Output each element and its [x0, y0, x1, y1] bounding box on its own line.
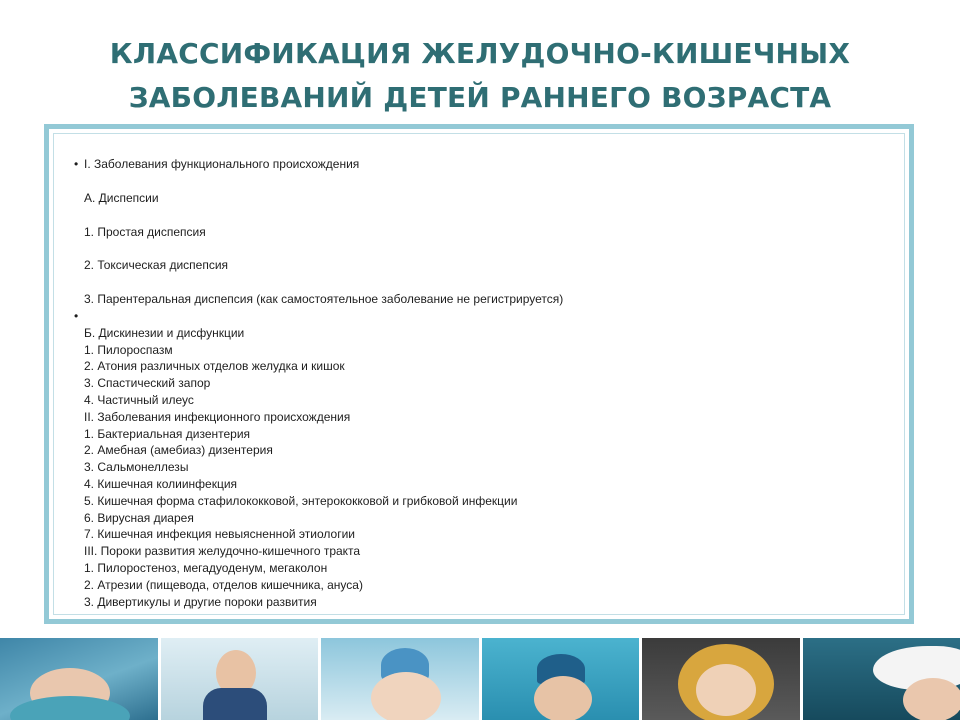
- list-item-text: Б. Дискинезии и дисфункции: [84, 325, 245, 340]
- list-item-text: 1. Простая диспепсия: [84, 224, 206, 239]
- baby-photo: [161, 638, 319, 720]
- list-item: [74, 224, 894, 241]
- baby-photo: [803, 638, 960, 720]
- list-item: [74, 358, 894, 375]
- list-item: [74, 577, 894, 594]
- list-item-text: А. Диспепсии: [84, 190, 159, 205]
- list-item: [74, 291, 894, 308]
- list-item: [74, 594, 894, 611]
- list-item-text: II. Заболевания инфекционного происхождения: [84, 409, 351, 424]
- photo-shape: [203, 688, 267, 720]
- list-item: [74, 325, 894, 342]
- photo-shape: [696, 664, 756, 716]
- list-item-text: 2. Атония различных отделов желудка и кишок: [84, 359, 345, 374]
- photo-shape: [903, 678, 960, 720]
- list-item-text: 4. Частичный илеус: [84, 392, 194, 407]
- list-item: [74, 510, 894, 527]
- title-line-2: ЗАБОЛЕВАНИЙ ДЕТЕЙ РАННЕГО ВОЗРАСТА: [128, 81, 832, 114]
- list-item-text: 3. Дивертикулы и другие пороки развития: [84, 594, 317, 609]
- list-item: [74, 409, 894, 426]
- bullet-marker: •: [74, 157, 79, 171]
- list-item-text: 2. Амебная (амебиаз) дизентерия: [84, 443, 273, 458]
- list-item-text: 1. Пилоростеноз, мегадуоденум, мегаколон: [84, 560, 328, 575]
- list-item-text: 3. Сальмонеллезы: [84, 460, 189, 475]
- list-item: [74, 442, 894, 459]
- content-frame: [44, 124, 914, 624]
- bullet-marker: •: [74, 308, 79, 323]
- list-item: [74, 560, 894, 577]
- list-item: [74, 426, 894, 443]
- list-item-empty: [74, 308, 894, 325]
- list-item-text: 1. Пилороспазм: [84, 342, 173, 357]
- photo-shape: [534, 676, 592, 720]
- list-item: [74, 342, 894, 359]
- list-item: [74, 156, 894, 173]
- list-item: [74, 190, 894, 207]
- list-item: [74, 375, 894, 392]
- list-item: [74, 543, 894, 560]
- list-item: [74, 476, 894, 493]
- list-item-text: 3. Парентеральная диспепсия (как самостоятельное заболевание не регистрируется): [84, 292, 564, 307]
- baby-photo-strip: [0, 638, 960, 720]
- classification-list: [74, 156, 894, 610]
- list-item-text: III. Пороки развития желудочно-кишечного тракта: [84, 544, 361, 559]
- photo-shape: [371, 672, 441, 720]
- slide-title: [0, 32, 960, 120]
- list-item: [74, 526, 894, 543]
- list-item: [74, 493, 894, 510]
- list-item-text: 5. Кишечная форма стафилококковой, энтерококковой и грибковой инфекции: [84, 493, 518, 508]
- list-item-text: 2. Атрезии (пищевода, отделов кишечника, ануса): [84, 577, 363, 592]
- baby-photo: [642, 638, 800, 720]
- list-item: [74, 459, 894, 476]
- list-item-text: 3. Спастический запор: [84, 376, 211, 391]
- title-line-1: КЛАССИФИКАЦИЯ ЖЕЛУДОЧНО-КИШЕЧНЫХ: [109, 37, 851, 70]
- list-item-text: 7. Кишечная инфекция невыясненной этиологии: [84, 527, 355, 542]
- list-item-text: 1. Бактериальная дизентерия: [84, 426, 251, 441]
- baby-photo: [0, 638, 158, 720]
- baby-photo: [321, 638, 479, 720]
- list-item-text: 6. Вирусная диарея: [84, 510, 194, 525]
- list-item: [74, 392, 894, 409]
- list-item: [74, 257, 894, 274]
- list-item-text: 4. Кишечная колиинфекция: [84, 476, 238, 491]
- list-item-text: 2. Токсическая диспепсия: [84, 258, 229, 273]
- photo-shape: [10, 696, 130, 720]
- baby-photo: [482, 638, 640, 720]
- list-item-text: I. Заболевания функционального происхождения: [84, 157, 360, 171]
